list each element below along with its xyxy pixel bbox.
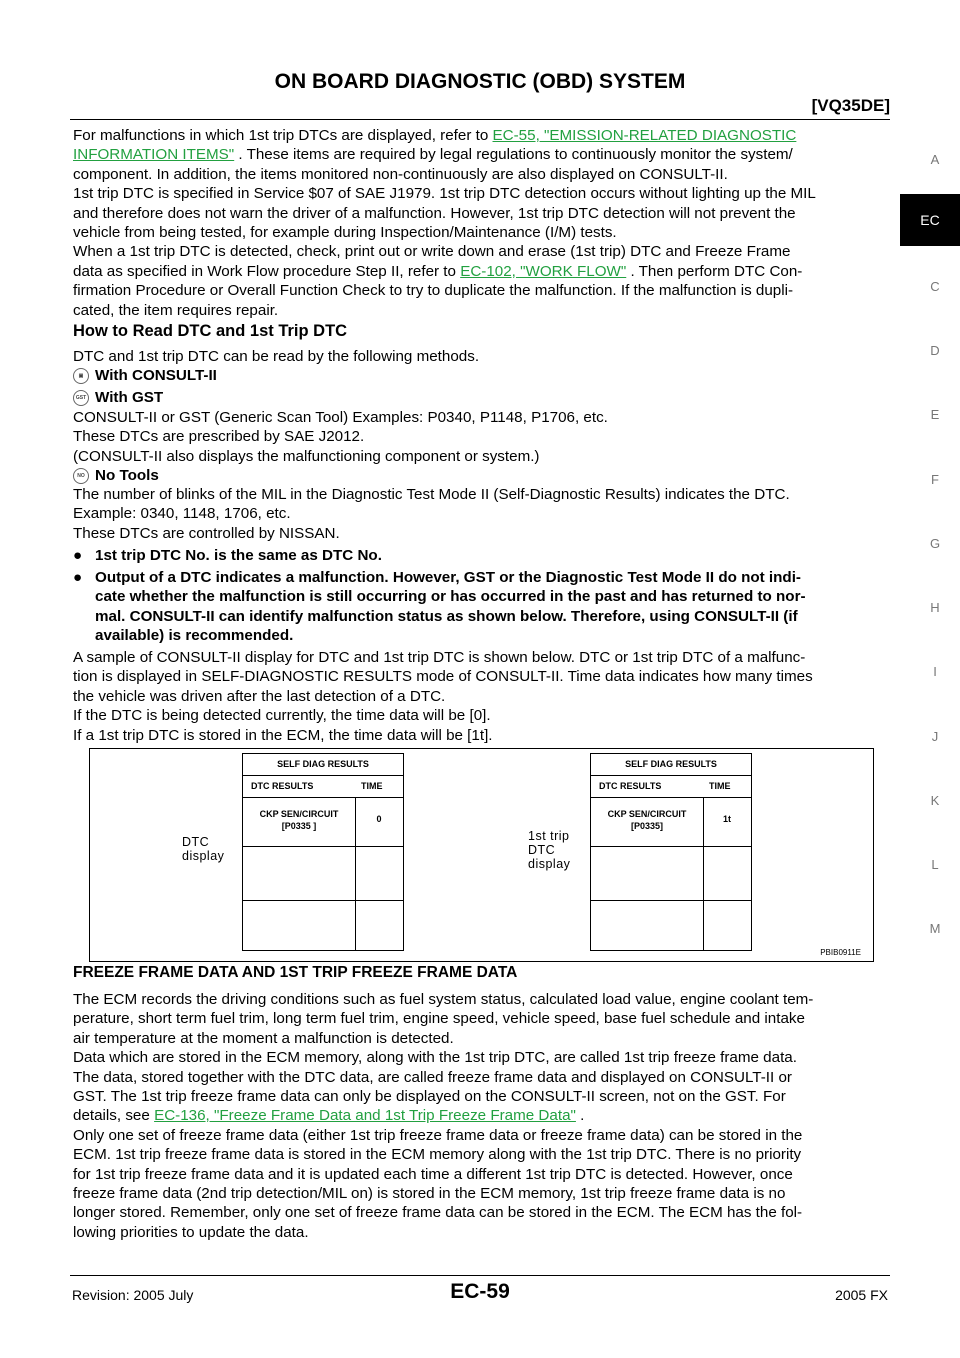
page-number: EC-59 [450, 1280, 510, 1303]
screen-column-divider [703, 798, 704, 950]
link-ec-102[interactable]: EC-102, "WORK FLOW" [460, 262, 627, 280]
screen-column-header: DTC RESULTS TIME [243, 776, 403, 798]
dtc-screen [242, 753, 404, 951]
screen-title: SELF DIAG RESULTS [243, 754, 403, 776]
revision-date: Revision: 2005 July [72, 1287, 194, 1303]
dtc-display-caption: DTC display [182, 835, 225, 863]
side-index-ec-active[interactable]: EC [900, 194, 960, 246]
model-year: 2005 FX [835, 1287, 888, 1303]
section-heading-freeze-frame: FREEZE FRAME DATA AND 1ST TRIP FREEZE FRAME DATA [73, 964, 518, 981]
side-index-l[interactable]: L [931, 857, 939, 872]
side-index-e[interactable]: E [930, 407, 940, 422]
link-ec-55-cont[interactable]: INFORMATION ITEMS" [73, 146, 235, 164]
freeze-frame-paragraph: The ECM records the driving conditions such as fuel system status, calculated load value, engine coolant tem- perature, short term fuel trim, long term fuel trim, engine speed, vehicle speed, base fuel schedule and intake air temperature at the moment a malfunction is detected. Data which are stored in the ECM memory, along with the 1st trip DTC, are called 1st trip freeze frame data. The data, stored together with the DTC data, are called freeze frame data and displayed on CONSULT-II or GST. The 1st trip freeze frame data can only be displayed on the CONSULT-II screen, not on the GST. For details, see EC-136, "Freeze Frame Data and 1st Trip Freeze Frame Data" . Only one set of freeze frame data (either 1st trip freeze frame data or freeze frame data) can be stored in the ECM. 1st trip freeze frame data is stored in the ECM memory along with the 1st trip DTC. There is no priority for 1st trip freeze frame data and it is updated each time a different 1st trip DTC is detected. However, once freeze frame data (2nd trip detection/MIL on) is stored in the ECM memory, 1st trip freeze frame data is no longer stored. Remember, only one set of freeze frame data can be stored in the ECM. The ECM has the fol- lowing priorities to update the data. [73, 991, 814, 1241]
page-title: ON BOARD DIAGNOSTIC (OBD) SYSTEM [274, 70, 686, 93]
screen-title: SELF DIAG RESULTS [591, 754, 751, 776]
side-index-i[interactable]: I [933, 664, 937, 679]
no-tools-description: The number of blinks of the MIL in the Diagnostic Test Mode II (Self-Diagnostic Results) indicates the DTC. Example: 0340, 1148, 1706, etc. These DTCs are controlled by NISSAN. [73, 486, 790, 542]
link-ec-136[interactable]: EC-136, "Freeze Frame Data and 1st Trip Freeze Frame Data" [154, 1107, 576, 1125]
consult-display-figure [89, 748, 874, 962]
bullet-dot-icon: ● [73, 547, 83, 564]
no-tools-icon: NO [73, 468, 89, 484]
engine-code: [VQ35DE] [811, 96, 890, 115]
with-consult-row: ▣ With CONSULT-II [73, 367, 217, 384]
gst-tool-icon: GST [73, 390, 89, 406]
screen-empty-row [243, 847, 403, 901]
methods-intro: DTC and 1st trip DTC can be read by the following methods. [73, 348, 480, 365]
screen-dtc-row: CKP SEN/CIRCUIT [P0335] 1t [591, 798, 751, 847]
sample-paragraph: A sample of CONSULT-II display for DTC and 1st trip DTC is shown below. DTC or 1st trip DTC of a malfunc- tion is displayed in SELF-DIAGNOSTIC RESULTS mode of CONSULT-II. Time data indicates how many times the vehicle was driven after the last detection of a DTC. If the DTC is being detected currently, the time data will be [0]. If a 1st trip DTC is stored in the ECM, the time data will be [1t]. [73, 649, 813, 744]
no-tools-row: NO No Tools [73, 467, 159, 484]
side-index-c[interactable]: C [930, 279, 940, 294]
bullet-dot-icon: ● [73, 569, 83, 586]
side-index-a[interactable]: A [930, 152, 940, 167]
screen-empty-row [591, 847, 751, 901]
figure-id: PBIB0911E [820, 948, 861, 957]
link-ec-55[interactable]: EC-55, "EMISSION-RELATED DIAGNOSTIC [492, 127, 797, 144]
side-index-m[interactable]: M [929, 921, 941, 936]
side-index-d[interactable]: D [930, 343, 940, 358]
screen-column-divider [355, 798, 356, 950]
side-index-j[interactable]: J [931, 729, 939, 744]
intro-paragraph: For malfunctions in which 1st trip DTCs are displayed, refer to EC-55, "EMISSION-RELATED DIAGNOSTIC INFORMATION ITEMS" . These items are required by legal regulations to continuously monitor the system/ component. In addition, the items monitored non-continuously are also displayed on CONSULT-II. 1st trip DTC is specified in Service $07 of SAE J1979. 1st trip DTC detection occurs without lighting up the MIL and therefore does not warn the driver of a malfunction. However, 1st trip DTC detection will not prevent the vehicle from being tested, for example during Inspection/Maintenance (I/M) tests. When a 1st trip DTC is detected, check, print out or write down and erase (1st trip) DTC and Freeze Frame data as specified in Work Flow procedure Step II, refer to EC-102, "WORK FLOW" . Then perform DTC Con- firmation Procedure or Overall Function Check to try to duplicate the malfunction. If the malfunction is dupli- cated, the item requires repair. [73, 127, 816, 319]
header-rule [70, 119, 890, 120]
side-index-k[interactable]: K [930, 793, 940, 808]
side-index-g[interactable]: G [929, 536, 941, 551]
bullet-item: ● 1st trip DTC No. is the same as DTC No. [73, 547, 382, 564]
gst-description: CONSULT-II or GST (Generic Scan Tool) Examples: P0340, P1148, P1706, etc. These DTCs are prescribed by SAE J2012. (CONSULT-II also displays the malfunctioning component or system.) [73, 409, 608, 465]
with-gst-row: GST With GST [73, 389, 163, 406]
side-index-h[interactable]: H [930, 600, 940, 615]
bullet-item: ● Output of a DTC indicates a malfunction. However, GST or the Diagnostic Test Mode II do not indi- cate whether the malfunction is still occurring or has occurred in the past and has returned to nor- mal. CONSULT-II can identify malfunction status as shown below. Therefore, using CONSULT-II (if available) is recommended. [73, 569, 806, 645]
first-trip-dtc-display-caption: 1st trip DTC display [528, 829, 571, 871]
screen-dtc-row: CKP SEN/CIRCUIT [P0335 ] 0 [243, 798, 403, 847]
section-heading-read-dtc: How to Read DTC and 1st Trip DTC [73, 322, 348, 340]
screen-column-header: DTC RESULTS TIME [591, 776, 751, 798]
first-trip-dtc-screen [590, 753, 752, 951]
footer-rule [70, 1275, 890, 1276]
consult-tool-icon: ▣ [73, 368, 89, 384]
side-index-f[interactable]: F [931, 472, 939, 487]
